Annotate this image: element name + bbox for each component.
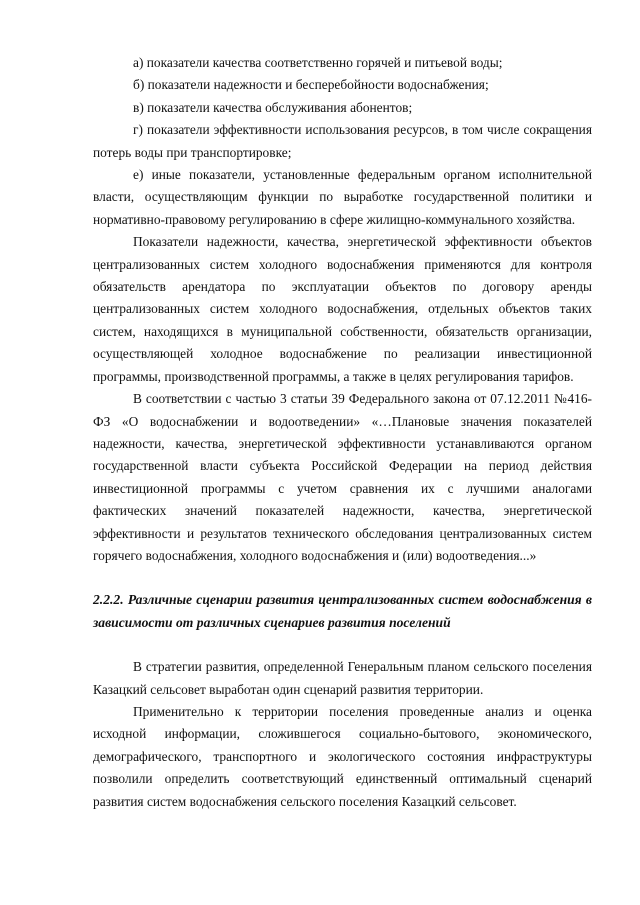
body-paragraph: Показатели надежности, качества, энергетической эффективности объектов централизованных систем холодного водоснабжения применяются для контроля обязательств арендатора по эксплуатации объектов по договору аренды централизованных систем холодного водоснабжения, отдельных объектов таких систем, находящихся в муниципальной собственности, обязательств организации, осуществляющей холодное водоснабжение по реализации инвестиционной программы, производственной программы, а также в целях регулирования тарифов. [93, 234, 592, 384]
list-item-e: е) иные показатели, установленные федеральным органом исполнительной власти, осуществляющим функции по выработке государственной политики и нормативно-правовому регулированию в сфере жилищно-коммунального хозяйства. [93, 167, 592, 227]
body-paragraph: Применительно к территории поселения проведенные анализ и оценка исходной информации, сложившегося социально-бытового, экономического, демографического, транспортного и экологического состояния инфраструктуры позволили определить соответствующий единственный оптимальный сценарий развития систем водоснабжения сельского поселения Казацкий сельсовет. [93, 703, 592, 809]
list-item-b: б) показатели надежности и бесперебойности водоснабжения; [133, 77, 489, 93]
section-heading: 2.2.2. Различные сценарии развития централизованных систем водоснабжения в зависимости от различных сценариев развития поселений [93, 592, 592, 630]
list-item-g: г) показатели эффективности использования ресурсов, в том числе сокращения потерь воды при транспортировке; [93, 122, 592, 160]
list-item-a: а) показатели качества соответственно горячей и питьевой воды; [133, 55, 503, 70]
list-item-v: в) показатели качества обслуживания абонентов; [133, 99, 413, 115]
body-paragraph: В соответствии с частью 3 статьи 39 Федерального закона от 07.12.2011 №416-ФЗ «О водоснабжении и водоотведении» «…Плановые значения показателей надежности, качества, энергетической эффективности устанавливаются органом государственной власти субъекта Российской Федерации на период действия инвестиционной программы с учетом сравнения их с лучшими аналогами фактических значений показателей надежности, качества, энергетической эффективности и результатов технического обследования централизованных систем горячего водоснабжения, холодного водоснабжения и (или) водоотведения...» [93, 391, 592, 563]
body-paragraph: В стратегии развития, определенной Генеральным планом сельского поселения Казацкий сельсовет выработан один сценарий развития территории. [93, 659, 592, 697]
